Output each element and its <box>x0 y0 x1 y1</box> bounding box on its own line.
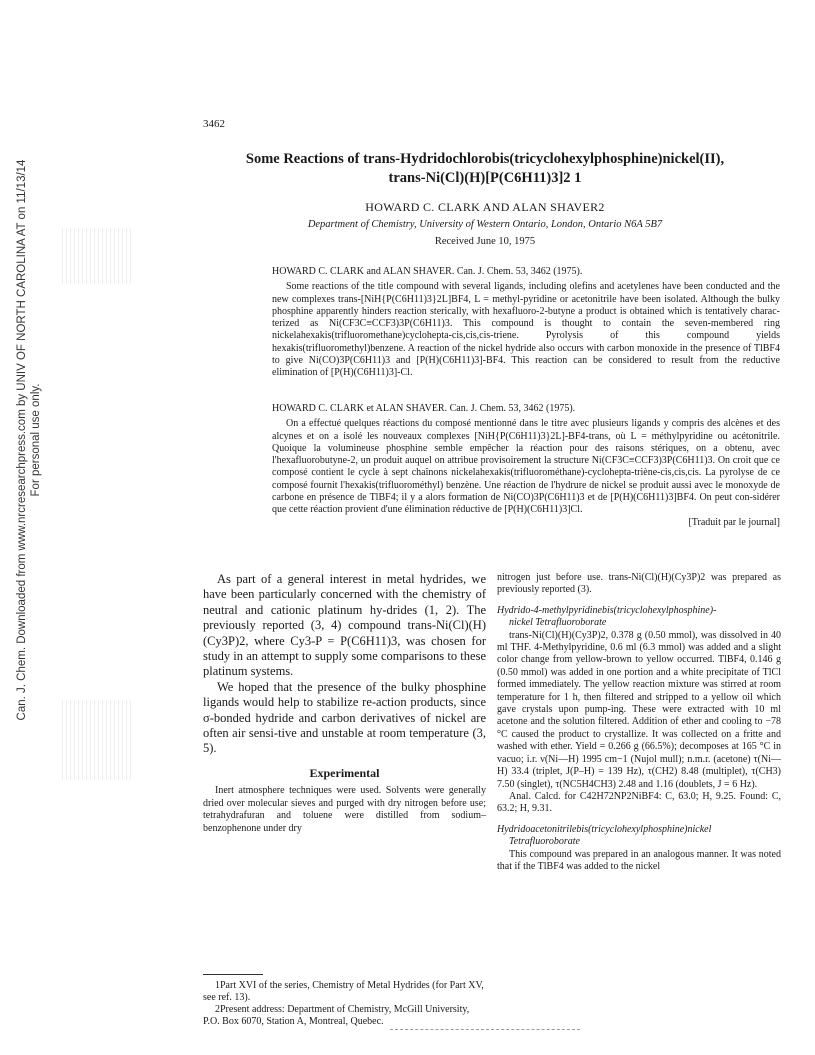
right-paragraph-3: Anal. Calcd. for C42H72NP2NiBF4: C, 63.0; H, 9.25. Found: C, 63.2; H, 9.31. <box>497 790 781 815</box>
subheading-methylpyridine-cont: nickel Tetrafluoroborate <box>509 617 607 629</box>
abstract-english <box>272 266 780 380</box>
subheading-acetonitrile-cont: Tetrafluoroborate <box>509 836 580 848</box>
page-number: 3462 <box>203 118 225 130</box>
abstract-en-body: Some reactions of the title compound with several ligands, including olefins and acetylenes have been conducted and the new complexes trans-[NiH{P(C6H11)3}2L]BF4, L = methyl-pyridine or acetonitrile have been isolated. Although the bulky phosphine apparently hinders reaction sterically, with hexafluoro-2-butyne a product is obtained which is tentatively charac-terized as Ni(CF3C≡CCF3)3P(C6H11)3. This compound is thought to contain the seven-membered ring nickelahexakis(trifluoromethane)cyclohepta-cis,cis,cis-triene. Pyrolysis of this compound yields hexakis(trifluoromethyl)benzene. A reaction of the nickel hydride also occurs with carbon monoxide in the presence of TlBF4 to give Ni(CO)3P(C6H11)3 and [P(H)(C6H11)3]-BF4. This reaction can be considered to result from the reductive elimination of [P(H)(C6H11)3]-Cl. <box>272 281 780 379</box>
footnotes <box>203 980 486 1028</box>
footnote-rule <box>203 974 263 975</box>
right-paragraph-4: This compound was prepared in an analogous manner. It was noted that if the TlBF4 was added to the nickel <box>497 848 781 872</box>
received-date: Received June 10, 1975 <box>434 236 536 247</box>
subheading-acetonitrile: Hydridoacetonitrilebis(tricyclohexylphosphine)nickel <box>497 823 712 835</box>
right-paragraph-2: trans-Ni(Cl)(H)(Cy3P)2, 0.378 g (0.50 mmol), was dissolved in 40 ml THF. 4-Methylpyridine, 0.6 ml (6.3 mmol) was added and a slight color change from yellow-brown to yellow occurred. TlBF4, 0.146 g (0.50 mmol) was added in one portion and a white precipitate of TlCl formed immediately. The yellow reaction mixture was stirred at room temperature for 1 h, then filtered and stripped to a yellow oil which gave crystals upon pump-ing. These were extracted with 10 ml acetone and the solution filtered. Addition of ether and cooling to −78 °C caused the product to crystallize. It was collected on a fritte and washed with ether. Yield = 0.266 g (66.5%); decomposes at 165 °C in vacuo; i.r. ν(Ni—H) 1995 cm−1 (Nujol mull); n.m.r. (acetone) τ(Ni—H) 33.4 (triplet, J(P–H) = 139 Hz), τ(CH2) 8.48 (multiplet), τ(CH3) 7.50 (singlet), τ(NC5H4CH3) 2.48 and 1.16 (doublets, J = 6 Hz). <box>497 629 781 790</box>
experimental-heading: Experimental <box>309 765 380 780</box>
scan-artifact <box>62 228 132 284</box>
subheading-methylpyridine: Hydrido-4-methylpyridinebis(tricyclohexylphosphine)- <box>497 604 717 616</box>
title-line-2: trans-Ni(Cl)(H)[P(C6H11)3]2 1 <box>388 170 582 186</box>
authors: HOWARD C. CLARK AND ALAN SHAVER2 <box>365 200 605 214</box>
footnote-1: 1Part XVI of the series, Chemistry of Metal Hydrides (for Part XV, see ref. 13). <box>203 980 484 1003</box>
scan-artifact <box>62 700 132 780</box>
abstract-french <box>272 403 780 529</box>
intro-paragraph-1: As part of a general interest in metal hydrides, we have been particularly concerned with the chemistry of neutral and cationic platinum hy-drides (1, 2). The previously reported (3, 4) compound trans-Ni(Cl)(H)(Cy3P)2, where Cy3-P = P(C6H11)3, was chosen for study in an attempt to supply some comparisons to these platinum systems. <box>203 572 486 679</box>
translation-note: [Traduit par le journal] <box>688 516 780 528</box>
right-column <box>497 572 781 873</box>
title-line-1: Some Reactions of trans-Hydridochlorobis(tricyclohexylphosphine)nickel(II), <box>245 151 725 167</box>
left-column <box>203 572 486 835</box>
article-title <box>190 150 780 188</box>
scan-artifact-line <box>390 1029 580 1030</box>
right-paragraph-1: nitrogen just before use. trans-Ni(Cl)(H)(Cy3P)2 was prepared as previously reported (3). <box>497 572 781 596</box>
intro-paragraph-2: We hoped that the presence of the bulky phosphine ligands would help to stabilize re-action products, since σ-bonded hydride and carbon derivatives of nickel are often air sensi-tive and unstable at room temperature (3, 5). <box>203 679 486 756</box>
watermark-line-1: Can. J. Chem. Downloaded from www.nrcresearchpress.com by UNIV OF NORTH CAROLINA AT on 11/13/14 <box>16 159 28 721</box>
abstract-fr-body: On a effectué quelques réactions du composé mentionné dans le titre avec plusieurs ligands y compris des alcènes et des alcynes et on a isolé les nouveaux complexes [NiH{P(C6H11)3}2L]-BF4-trans, où L = méthylpyridine ou acétonitrile. Quoique la volumineuse phosphine semble empêcher la réaction pour des raisons stériques, on a obtenu, avec l'hexafluorobutyne-2, un produit auquel on attribue provisoirement la structure Ni(CF3C≡CCF3)3P(C6H11)3. On croit que ce composé contient le cycle à sept chaînons nickelahexakis(trifluorométhane)-cyclohepta-triène-cis,cis,cis. La pyrolyse de ce composé fournit l'hexakis(trifluorométhyl) benzène. Une réaction de l'hydrure de nickel se produit aussi avec le monoxyde de carbone en présence de TlBF4; il y a alors formation de Ni(CO)3P(C6H11)3 et de [P(H)(C6H11)3]BF4. On peut con-sidérer que cette réaction provient d'une élimination réductive de [P(H)(C6H11)3]Cl. <box>272 418 780 516</box>
abstract-en-citation: HOWARD C. CLARK and ALAN SHAVER. Can. J. Chem. 53, 3462 (1975). <box>272 266 583 277</box>
introduction <box>203 572 486 757</box>
download-watermark <box>15 60 43 820</box>
watermark-line-2: For personal use only. <box>30 383 42 497</box>
abstract-fr-citation: HOWARD C. CLARK et ALAN SHAVER. Can. J. Chem. 53, 3462 (1975). <box>272 403 576 414</box>
affiliation: Department of Chemistry, University of Western Ontario, London, Ontario N6A 5B7 <box>307 219 663 230</box>
experimental-paragraph-1: Inert atmosphere techniques were used. Solvents were generally dried over molecular sieves and purged with dry nitrogen before use; tetrahydrafuran and toluene were distilled from sodium–benzophenone under dry <box>203 785 486 834</box>
footnote-2: 2Present address: Department of Chemistry, McGill University, P.O. Box 6070, Station A, Montreal, Quebec. <box>203 1004 470 1027</box>
